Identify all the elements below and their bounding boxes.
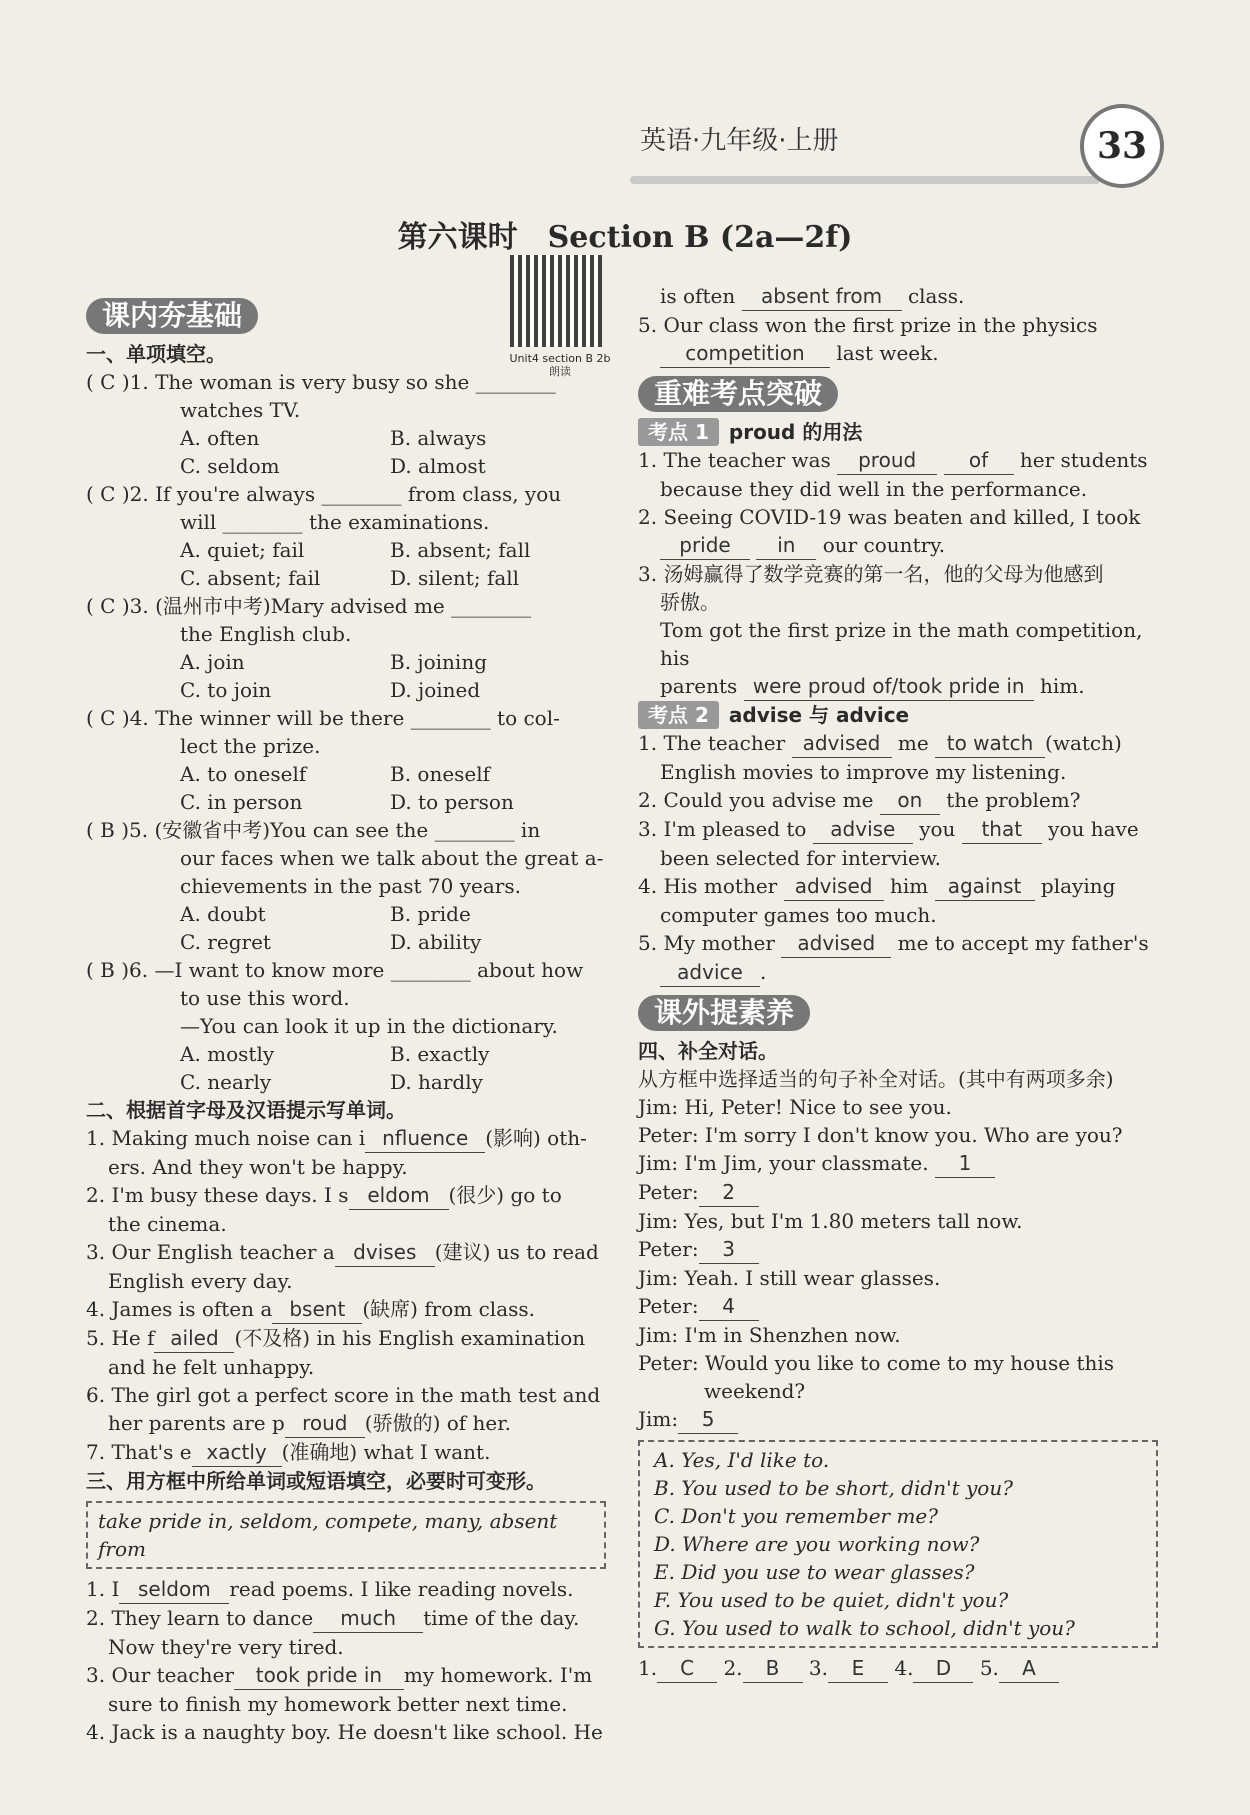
fill-item-cont	[638, 282, 1158, 311]
options	[86, 760, 606, 788]
prompt: 4. James is often a	[86, 1297, 273, 1321]
dialogue-line	[638, 1235, 1158, 1264]
choice: E. Did you use to wear glasses?	[654, 1560, 975, 1584]
prompt: (不及格) in his English examination	[234, 1326, 586, 1350]
fill-item	[638, 815, 1158, 844]
blank-number: 4	[699, 1292, 759, 1321]
prompt: him	[889, 874, 929, 898]
answer: pride	[660, 531, 750, 560]
option: C. in person	[180, 790, 303, 814]
answer-label: 3.	[808, 1656, 828, 1680]
word-item-cont: ers. And they won't be happy.	[108, 1155, 408, 1179]
options	[86, 788, 606, 816]
answer: on	[880, 786, 940, 815]
fill-item-cont	[638, 672, 1158, 701]
dialogue-line	[638, 1292, 1158, 1321]
option: A. join	[180, 650, 245, 674]
fill-item-cont: English movies to improve my listening.	[660, 760, 1067, 784]
answer: eldom	[349, 1181, 449, 1210]
prompt: 1. I	[86, 1577, 120, 1601]
fill-item-cont: 骄傲。	[660, 590, 720, 614]
prompt: (准确地) what I want.	[281, 1440, 491, 1464]
dialogue-line: Peter: I'm sorry I don't know you. Who are you?	[638, 1123, 1123, 1147]
answer: A	[999, 1654, 1059, 1683]
prompt: 4. His mother	[638, 874, 778, 898]
word-item	[86, 1295, 606, 1324]
question: ( C )1. The woman is very busy so she ________	[86, 370, 556, 394]
prompt: her parents are p	[108, 1411, 285, 1435]
answer: nfluence	[365, 1124, 485, 1153]
choice: G. You used to walk to school, didn't you?	[654, 1616, 1075, 1640]
options	[86, 424, 606, 452]
answer: E	[828, 1654, 888, 1683]
prompt: (缺席) from class.	[362, 1297, 536, 1321]
blank-number: 5	[678, 1405, 738, 1434]
fill-item	[638, 786, 1158, 815]
word-item-cont: and he felt unhappy.	[108, 1355, 315, 1379]
option: B. exactly	[390, 1042, 490, 1066]
choice: C. Don't you remember me?	[654, 1504, 938, 1528]
dialogue-line: Jim: I'm in Shenzhen now.	[638, 1323, 901, 1347]
fill-item	[638, 446, 1158, 475]
prompt: (watch)	[1045, 731, 1122, 755]
dialogue-line	[638, 1178, 1158, 1207]
option: C. nearly	[180, 1070, 272, 1094]
dialogue-line: Jim: Hi, Peter! Nice to see you.	[638, 1095, 952, 1119]
answer-label: 5.	[979, 1656, 999, 1680]
speaker-text: Peter:	[638, 1180, 699, 1204]
option: B. always	[390, 426, 487, 450]
option: A. quiet; fail	[180, 538, 305, 562]
blank-number: 2	[699, 1178, 759, 1207]
fill-item-cont: computer games too much.	[660, 903, 937, 927]
word-box: take pride in, seldom, compete, many, absent from	[86, 1501, 606, 1569]
section-banner: 课内夯基础	[86, 298, 258, 334]
answer: xactly	[192, 1438, 282, 1467]
dialogue-line	[638, 1149, 1158, 1178]
prompt: 2. Could you advise me	[638, 788, 874, 812]
answer: advised	[781, 929, 891, 958]
section-heading: 四、补全对话。	[638, 1039, 778, 1063]
word-item-cont: English every day.	[108, 1269, 293, 1293]
prompt: read poems. I like reading novels.	[229, 1577, 574, 1601]
answer: B	[743, 1654, 803, 1683]
question-cont: to use this word.	[180, 986, 350, 1010]
options	[86, 928, 606, 956]
option: B. absent; fall	[390, 538, 531, 562]
prompt: 3. Our teacher	[86, 1663, 234, 1687]
answer: advice	[660, 958, 760, 987]
fill-item	[638, 929, 1158, 958]
question-cont: will ________ the examinations.	[180, 510, 490, 534]
answer: much	[313, 1604, 423, 1633]
fill-item	[638, 729, 1158, 758]
blank-number: 3	[699, 1235, 759, 1264]
prompt: our country.	[822, 533, 946, 557]
answer: advised	[792, 729, 892, 758]
question: ( C )4. The winner will be there ________ to col-	[86, 706, 560, 730]
fill-item-cont	[638, 531, 1158, 560]
fill-item: 5. Our class won the first prize in the physics	[638, 313, 1098, 337]
prompt: 1. Making much noise can i	[86, 1126, 366, 1150]
question-cont: watches TV.	[180, 398, 301, 422]
kaodian-title: proud 的用法	[728, 420, 863, 444]
options	[86, 1068, 606, 1096]
fill-item-cont: been selected for interview.	[660, 846, 941, 870]
answer: that	[962, 815, 1042, 844]
choice: D. Where are you working now?	[654, 1532, 980, 1556]
dialogue-line: Jim: Yeah. I still wear glasses.	[638, 1266, 941, 1290]
speaker-text: Peter:	[638, 1294, 699, 1318]
section-banner: 重难考点突破	[638, 376, 838, 412]
header-rule	[630, 176, 1100, 184]
option: C. absent; fail	[180, 566, 321, 590]
option: C. regret	[180, 930, 271, 954]
fill-item-cont	[638, 958, 1158, 987]
section-heading: 一、单项填空。	[86, 342, 226, 366]
left-column	[86, 290, 606, 1746]
page-header: 英语·九年级·上册	[640, 126, 839, 156]
option: C. to join	[180, 678, 272, 702]
choice: F. You used to be quiet, didn't you?	[654, 1588, 1009, 1612]
option: A. doubt	[180, 902, 266, 926]
section-heading: 二、根据首字母及汉语提示写单词。	[86, 1098, 406, 1122]
option: A. mostly	[180, 1042, 275, 1066]
option: A. often	[180, 426, 260, 450]
word-item	[86, 1438, 606, 1467]
answer: advised	[784, 872, 884, 901]
speaker-text: Jim: I'm Jim, your classmate.	[638, 1151, 929, 1175]
word-item	[86, 1181, 606, 1210]
prompt: 7. That's e	[86, 1440, 192, 1464]
question-cont: —You can look it up in the dictionary.	[180, 1014, 558, 1038]
word-item	[86, 1238, 606, 1267]
prompt: 5. He f	[86, 1326, 155, 1350]
fill-item-cont: because they did well in the performance.	[660, 477, 1088, 501]
answer: seldom	[119, 1575, 229, 1604]
prompt: time of the day.	[423, 1606, 580, 1630]
question: ( B )5. (安徽省中考)You can see the ________ in	[86, 818, 541, 842]
options	[86, 536, 606, 564]
question-cont: our faces when we talk about the great a-	[180, 846, 604, 870]
prompt: parents	[660, 674, 738, 698]
prompt: the problem?	[946, 788, 1081, 812]
question: ( B )6. —I want to know more ________ about how	[86, 958, 584, 982]
answer: took pride in	[234, 1661, 404, 1690]
fill-item	[638, 872, 1158, 901]
option: D. hardly	[390, 1070, 483, 1094]
dialogue-line: Peter: Would you like to come to my house this	[638, 1351, 1115, 1375]
word-item: 6. The girl got a perfect score in the math test and	[86, 1383, 601, 1407]
choice: A. Yes, I'd like to.	[654, 1448, 830, 1472]
choice: B. You used to be short, didn't you?	[654, 1476, 1013, 1500]
choice-box	[638, 1440, 1158, 1648]
option: C. seldom	[180, 454, 280, 478]
word-item	[86, 1324, 606, 1353]
speaker-text: Peter:	[638, 1237, 699, 1261]
fill-item-cont: Now they're very tired.	[108, 1635, 344, 1659]
kaodian-tag: 考点 2	[638, 701, 719, 729]
section-heading: 三、用方框中所给单词或短语填空，必要时可变形。	[86, 1469, 546, 1493]
answer: ailed	[154, 1324, 234, 1353]
fill-item-cont: Tom got the first prize in the math competition, his	[660, 618, 1143, 670]
options	[86, 1040, 606, 1068]
fill-item	[86, 1575, 606, 1604]
prompt: is often	[660, 284, 736, 308]
fill-item	[86, 1604, 606, 1633]
option: D. ability	[390, 930, 482, 954]
fill-item: 4. Jack is a naughty boy. He doesn't like school. He	[86, 1720, 603, 1744]
prompt: 1. The teacher	[638, 731, 786, 755]
options	[86, 452, 606, 480]
kaodian-heading	[638, 701, 1158, 729]
instruction: 从方框中选择适当的句子补全对话。(其中有两项多余)	[638, 1067, 1114, 1091]
question-cont: chievements in the past 70 years.	[180, 874, 521, 898]
answer-label: 4.	[894, 1656, 914, 1680]
kaodian-title: advise 与 advice	[728, 703, 910, 727]
prompt: playing	[1040, 874, 1116, 898]
option: B. oneself	[390, 762, 491, 786]
prompt: you have	[1048, 817, 1139, 841]
right-column	[638, 282, 1158, 1683]
prompt: (影响) oth-	[485, 1126, 587, 1150]
prompt: last week.	[836, 341, 939, 365]
answer: advise	[813, 815, 913, 844]
answer: bsent	[272, 1295, 362, 1324]
prompt: (建议) us to read	[434, 1240, 599, 1264]
question-cont: the English club.	[180, 622, 352, 646]
answer: C	[657, 1654, 717, 1683]
fill-item: 3. 汤姆赢得了数学竞赛的第一名，他的父母为他感到	[638, 562, 1104, 586]
answer: proud	[837, 446, 937, 475]
prompt: class.	[907, 284, 965, 308]
options	[86, 676, 606, 704]
prompt: 3. I'm pleased to	[638, 817, 807, 841]
fill-item: 2. Seeing COVID-19 was beaten and killed, I took	[638, 505, 1141, 529]
answer: D	[913, 1654, 973, 1683]
prompt: her students	[1019, 448, 1148, 472]
option: B. pride	[390, 902, 471, 926]
answer-row	[638, 1654, 1158, 1683]
options	[86, 648, 606, 676]
question-cont: lect the prize.	[180, 734, 321, 758]
answer: against	[935, 872, 1035, 901]
prompt: me	[897, 731, 929, 755]
answer-label: 1.	[638, 1656, 658, 1680]
section-banner: 课外提素养	[638, 995, 810, 1031]
page-number: 33	[1080, 104, 1164, 188]
word-item-cont: the cinema.	[108, 1212, 227, 1236]
options	[86, 900, 606, 928]
fill-item-cont	[638, 339, 1158, 368]
prompt: 2. I'm busy these days. I s	[86, 1183, 349, 1207]
answer: dvises	[335, 1238, 435, 1267]
prompt: me to accept my father's	[897, 931, 1149, 955]
answer: of	[944, 446, 1014, 475]
option: D. silent; fall	[390, 566, 520, 590]
lesson-title: 第六课时 Section B (2a—2f)	[397, 220, 853, 255]
answer-label: 2.	[723, 1656, 743, 1680]
prompt: 5. My mother	[638, 931, 775, 955]
prompt: (很少) go to	[448, 1183, 562, 1207]
option: B. joining	[390, 650, 488, 674]
dialogue-line: weekend?	[704, 1379, 806, 1403]
blank-number: 1	[935, 1149, 995, 1178]
prompt: .	[760, 960, 767, 984]
option: D. joined	[390, 678, 481, 702]
qr-caption: Unit4 section B 2b 朗读	[509, 352, 611, 378]
option: A. to oneself	[180, 762, 307, 786]
speaker-text: Jim:	[638, 1407, 679, 1431]
kaodian-heading	[638, 418, 1158, 446]
prompt: 2. They learn to dance	[86, 1606, 314, 1630]
prompt: him.	[1040, 674, 1085, 698]
dialogue-line: Jim: Yes, but I'm 1.80 meters tall now.	[638, 1209, 1023, 1233]
word-item	[86, 1124, 606, 1153]
answer: absent from	[742, 282, 902, 311]
dialogue-line	[638, 1405, 1158, 1434]
question: ( C )2. If you're always ________ from class, you	[86, 482, 562, 506]
question: ( C )3. (温州市中考)Mary advised me ________	[86, 594, 532, 618]
prompt: 1. The teacher was	[638, 448, 831, 472]
option: D. to person	[390, 790, 514, 814]
prompt: (骄傲的) of her.	[364, 1411, 511, 1435]
fill-item	[86, 1661, 606, 1690]
option: D. almost	[390, 454, 486, 478]
word-item-cont	[86, 1409, 606, 1438]
prompt: you	[919, 817, 956, 841]
answer: roud	[285, 1409, 365, 1438]
fill-item-cont: sure to finish my homework better next time.	[108, 1692, 568, 1716]
answer: competition	[660, 339, 830, 368]
options	[86, 564, 606, 592]
prompt: 3. Our English teacher a	[86, 1240, 335, 1264]
prompt: my homework. I'm	[403, 1663, 593, 1687]
answer: were proud of/took pride in	[744, 672, 1034, 701]
answer: to watch	[935, 729, 1045, 758]
answer: in	[756, 531, 816, 560]
kaodian-tag: 考点 1	[638, 418, 719, 446]
